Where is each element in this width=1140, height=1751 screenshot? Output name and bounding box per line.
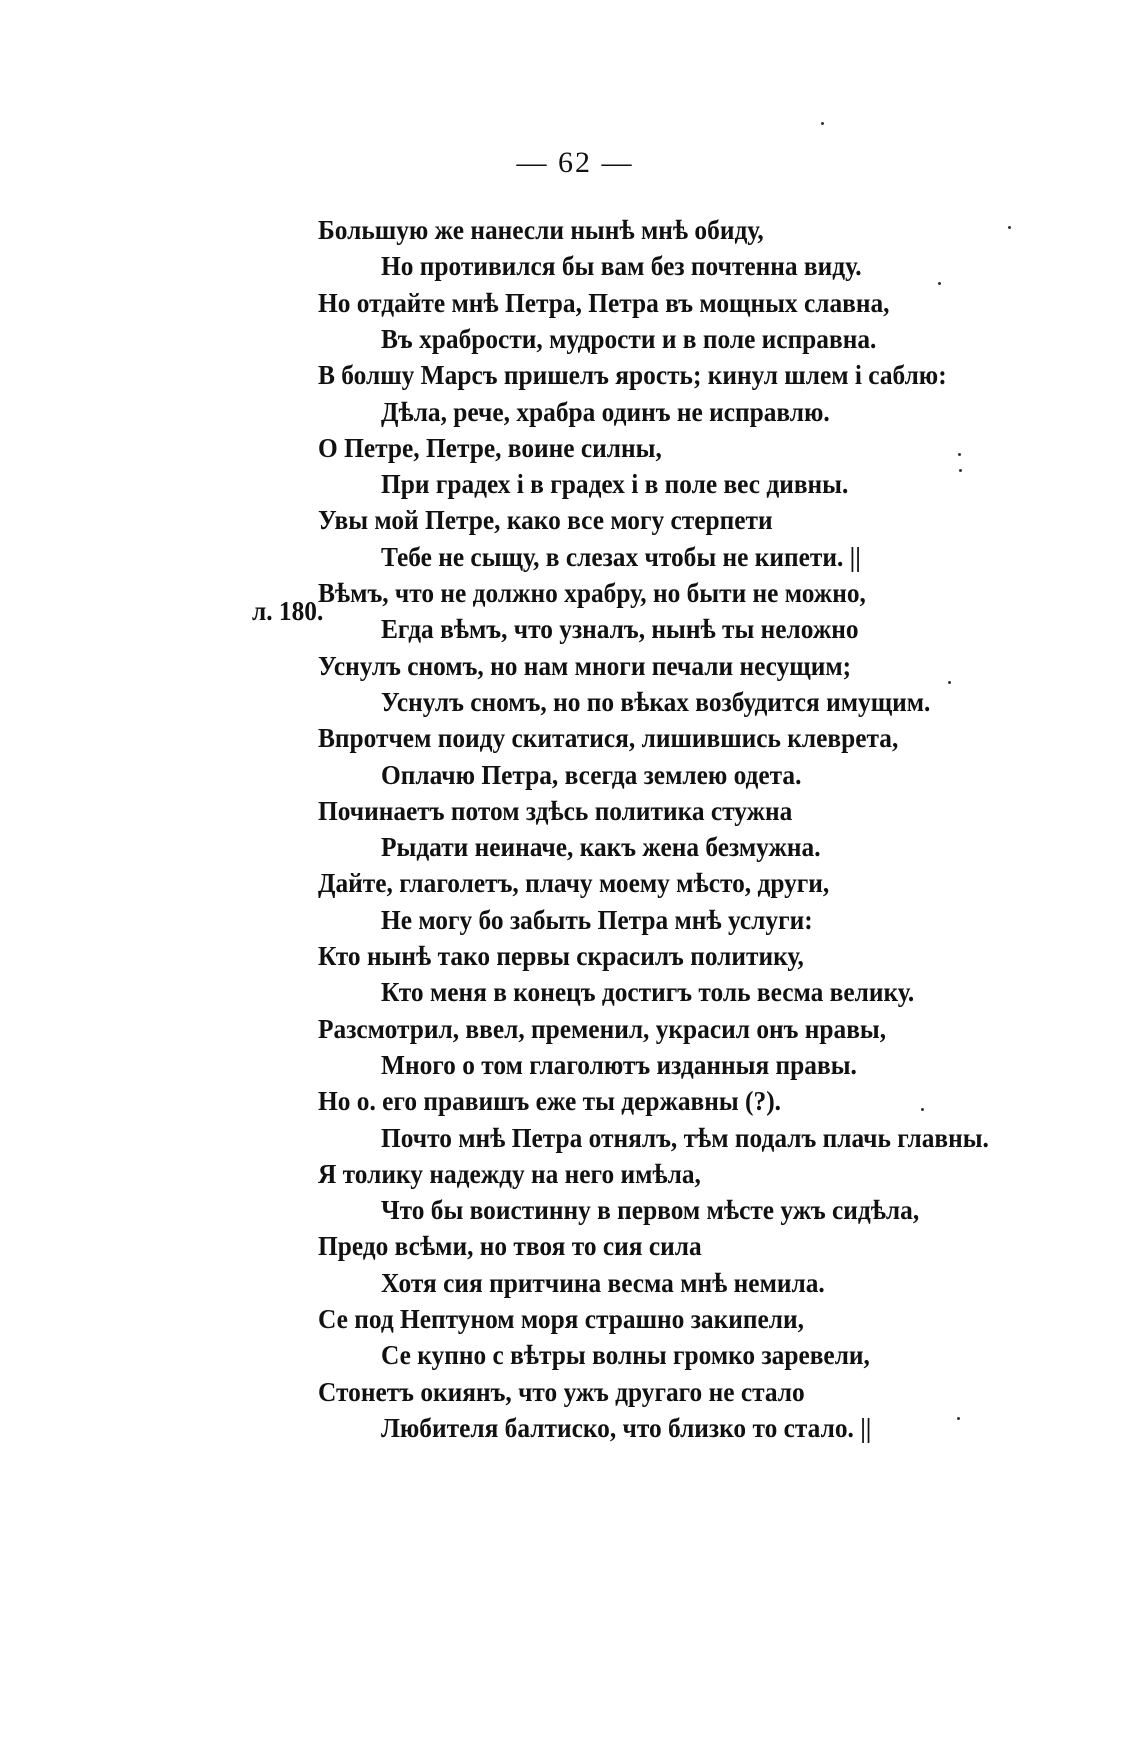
poem-line: Большую же нанесли нынѣ мнѣ обиду, — [318, 215, 764, 245]
poem-line: Тебе не сыщу, в слезах чтобы не кипети. || — [381, 541, 861, 572]
poem-line: Не могу бо забыть Петра мнѣ услуги: — [381, 904, 813, 935]
poem-line: Дѣла, рече, храбра одинъ не исправлю. — [381, 396, 830, 427]
poem-line: Но противился бы вам без почтенна виду. — [381, 251, 862, 282]
folio-marginal-note: л. 180. — [252, 596, 324, 626]
scan-speck — [958, 453, 961, 456]
poem-line: В болшу Марсъ пришелъ ярость; кинул шлем і саблю: — [318, 360, 947, 391]
poem-line: Кто нынѣ тако первы скрасилъ политику, — [318, 941, 804, 971]
poem-line: О Петре, Петре, воине силны, — [318, 432, 662, 463]
poem-line: Въ храбрости, мудрости и в поле исправна. — [381, 323, 877, 354]
page-number: — 62 — — [516, 146, 634, 179]
poem-line: Дайте, глаголетъ, плачу моему мѣсто, други, — [318, 868, 830, 899]
poem-line: Егда вѣмъ, что узналъ, нынѣ ты неложно — [381, 614, 859, 645]
poem-line: Но отдайте мнѣ Петра, Петра въ мощных славна, — [318, 287, 890, 318]
scan-speck — [1008, 226, 1011, 229]
poem-line: Я толику надежду на него имѣла, — [318, 1158, 701, 1189]
poem-line: Много о том глаголютъ изданныя правы. — [381, 1049, 857, 1080]
poem-line: Стонетъ окиянъ, что ужъ другаго не стало — [318, 1376, 805, 1407]
poem-line: Почто мнѣ Петра отнялъ, тѣм подалъ плачь главны. — [381, 1122, 989, 1153]
poem-line: Вѣмъ, что не должно храбру, но быти не можно, — [318, 578, 866, 608]
poem-line: Предо всѣми, но твоя то сия сила — [318, 1231, 702, 1262]
poem-line: Се под Нептуном моря страшно закипели, — [318, 1304, 804, 1334]
scan-speck — [938, 282, 941, 285]
poem-line: Хотя сия притчина весма мнѣ немила. — [381, 1267, 825, 1298]
poem-line: Починаетъ потом здѣсь политика стужна — [318, 795, 793, 826]
poem-line: При градех і в градех і в поле вес дивны. — [381, 469, 849, 500]
scan-speck — [957, 1417, 960, 1420]
poem-line: Рыдати неиначе, какъ жена безмужна. — [381, 832, 821, 863]
scan-speck — [959, 469, 962, 472]
scan-speck — [821, 122, 824, 125]
poem-line: Впротчем поиду скитатися, лишившись клеврета, — [318, 723, 899, 754]
poem-line: Се купно с вѣтры волны громко заревели, — [381, 1340, 870, 1371]
poem-line: Уснулъ сномъ, но по вѣках возбудится имущим. — [381, 686, 931, 717]
scan-speck — [948, 681, 951, 684]
scan-speck — [921, 1108, 924, 1111]
poem-line: Что бы воистинну в первом мѣсте ужъ сидѣла, — [381, 1195, 920, 1226]
poem-line: Увы мой Петре, како все могу стерпети — [318, 505, 773, 536]
poem-line: Разсмотрил, ввел, пременил, украсил онъ нравы, — [318, 1013, 887, 1044]
poem-line: Любителя балтиско, что близко то стало. || — [381, 1412, 872, 1443]
poem-line: Оплачю Петра, всегда землею одета. — [381, 759, 802, 790]
poem-line: Но о. его правишъ еже ты державны (?). — [318, 1086, 781, 1117]
poem-line: Уснулъ сномъ, но нам многи печали несущим; — [318, 650, 852, 681]
poem-line: Кто меня в конецъ достигъ толь весма велику. — [381, 977, 915, 1008]
